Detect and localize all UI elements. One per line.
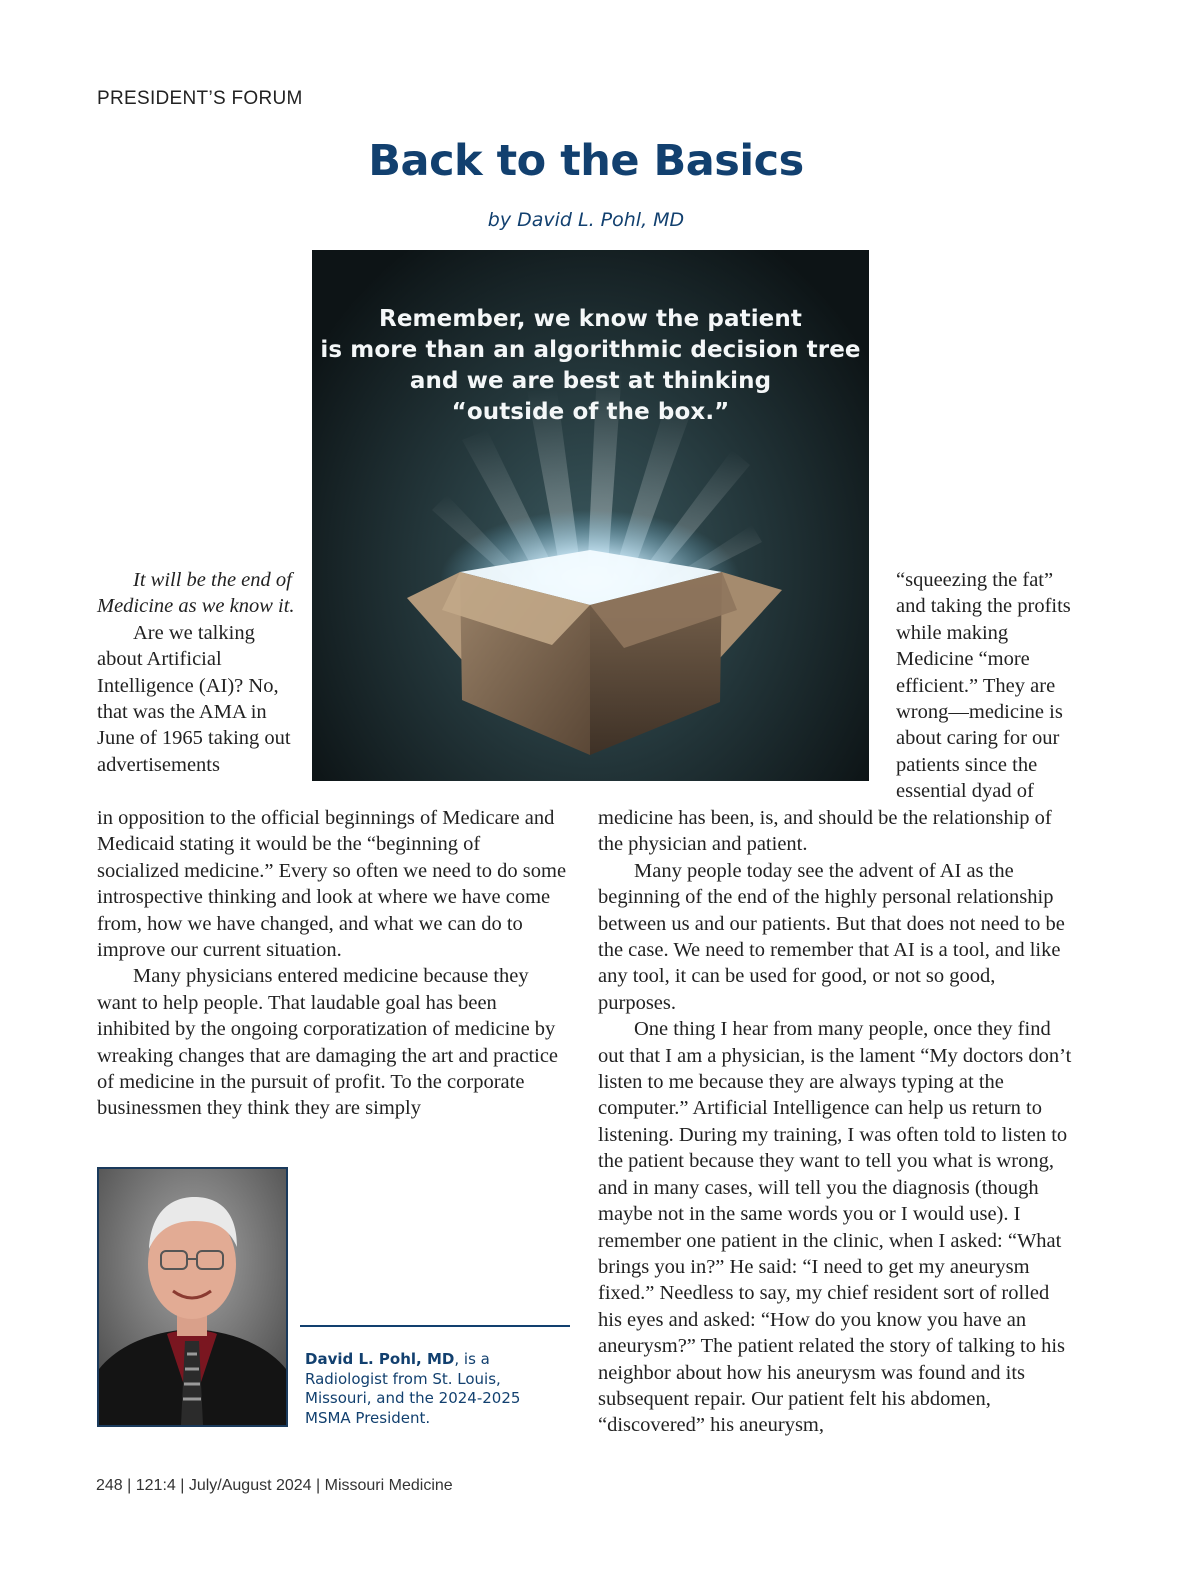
- byline: by David L. Pohl, MD: [487, 209, 685, 231]
- quote-figure: [312, 250, 869, 781]
- quote-line: Remember, we know the patient: [379, 306, 802, 332]
- paragraph: Many physicians entered medicine because they want to help people. That laudable goal has been inhibited by the ongoing corporatization of medicine by wreaking changes that are damaging the art and practice of medicine in the pursuit of profit. To the corporate businessmen they think they are simply: [97, 965, 559, 1120]
- section-label: PRESIDENT’S FORUM: [97, 88, 303, 109]
- author-name: David L. Pohl, MD: [305, 1350, 455, 1368]
- opening-line: It will be the end of Medicine as we know it.: [97, 569, 295, 618]
- author-bio: , is a Radiologist from St. Louis, Missouri, and the 2024-2025 MSMA President.: [305, 1350, 521, 1427]
- paragraph: Many people today see the advent of AI as the beginning of the end of the highly personal relationship between us and our patients. But that does not need to be the case. We need to remember that AI is a tool, and like any tool, it can be used for good, or not so good, purposes.: [598, 859, 1065, 1014]
- paragraph: medicine has been, is, and should be the relationship of the physician and patient.: [598, 807, 1052, 856]
- left-narrow-column: [97, 567, 297, 778]
- left-column: [97, 805, 567, 1122]
- page-footer: 248 | 121:4 | July/August 2024 | Missouri Medicine: [96, 1477, 453, 1494]
- paragraph: in opposition to the official beginnings of Medicare and Medicaid stating it would be the “beginning of socialized medicine.” Every so often we need to do some introspective thinking and look at where we have come from, how we have changed, and what we can do to improve our current situation.: [97, 807, 567, 962]
- quote-line: “outside of the box.”: [451, 399, 730, 425]
- article-title: Back to the Basics: [368, 136, 804, 186]
- paragraph: Are we talking about Artificial Intelligence (AI)? No, that was the AMA in June of 1965 taking out advertisements: [97, 621, 291, 776]
- caption-rule: [300, 1325, 570, 1327]
- quote-line: and we are best at thinking: [409, 368, 772, 394]
- pull-quote: [312, 304, 869, 428]
- quote-line: is more than an algorithmic decision tree: [320, 337, 861, 363]
- paragraph: “squeezing the fat” and taking the profits while making Medicine “more efficient.” They are wrong—medicine is about caring for our patients since the essential dyad of: [896, 569, 1071, 803]
- right-column: [598, 805, 1076, 1439]
- paragraph: One thing I hear from many people, once they find out that I am a physician, is the lament “My doctors don’t listen to me because they are always typing at the computer.” Artificial Intelligence can help us return to listening. During my training, I was often told to listen to the patient because they want to tell you what is wrong, and in many cases, will tell you the diagnosis (though maybe not in the same words you or I would use). I remember one patient in the clinic, when I asked: “What brings you in?” He said: “I need to get my aneurysm fixed.” Needless to say, my chief resident sort of rolled his eyes and asked: “How do you know you have an aneurysm?” The patient related the story of talking to his neighbor about how his aneurysm was found and its subsequent repair. Our patient felt his abdomen, “discovered” his aneurysm,: [598, 1018, 1072, 1437]
- author-caption: [305, 1350, 565, 1428]
- author-photo: [97, 1167, 288, 1427]
- right-narrow-column: [896, 567, 1086, 805]
